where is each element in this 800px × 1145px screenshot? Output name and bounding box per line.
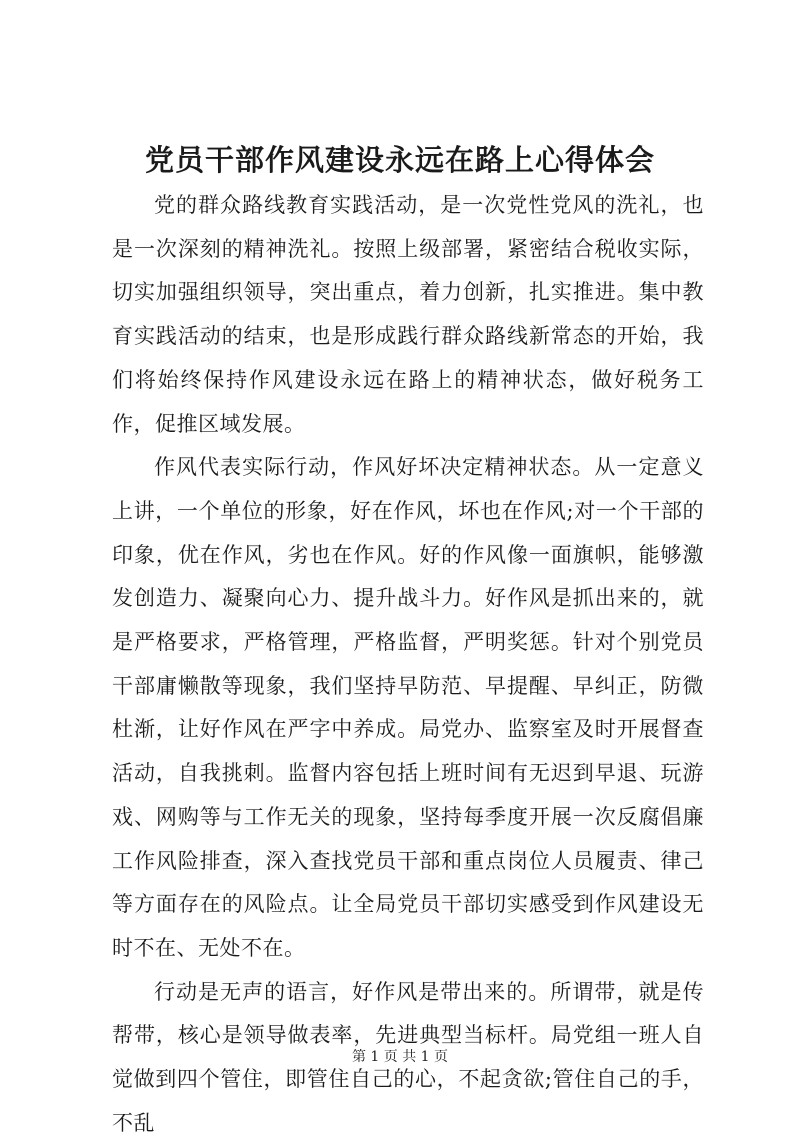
paragraph-3: 行动是无声的语言，好作风是带出来的。所谓带，就是传帮带，核心是领导做表率，先进典型当标杆。局党组一班人自觉做到四个管住，即管住自己的心，不起贪欲;管住自己的手，不乱 — [112, 979, 704, 1135]
paragraph-1: 党的群众路线教育实践活动，是一次党性党风的洗礼，也是一次深刻的精神洗礼。按照上级部署，紧密结合税收实际，切实加强组织领导，突出重点，着力创新，扎实推进。集中教育实践活动的结束，也是形成践行群众路线新常态的开始，我们将始终保持作风建设永远在路上的精神状态，做好税务工作，促推区域发展。 — [112, 193, 704, 436]
paragraph-2: 作风代表实际行动，作风好坏决定精神状态。从一定意义上讲，一个单位的形象，好在作风，坏也在作风;对一个干部的印象，优在作风，劣也在作风。好的作风像一面旗帜，能够激发创造力、凝聚向心力、提升战斗力。好作风是抓出来的，就是严格要求，严格管理，严格监督，严明奖惩。针对个别党员干部庸懒散等现象，我们坚持早防范、早提醒、早纠正，防微杜渐，让好作风在严字中养成。局党办、监察室及时开展督查活动，自我挑刺。监督内容包括上班时间有无迟到早退、玩游戏、网购等与工作无关的现象，坚持每季度开展一次反腐倡廉工作风险排查，深入查找党员干部和重点岗位人员履责、律己等方面存在的风险点。让全局党员干部切实感受到作风建设无时不在、无处不在。 — [112, 455, 704, 960]
document-body — [112, 184, 704, 1145]
page-footer: 第 1 页 共 1 页 — [351, 1049, 449, 1065]
document-title: 党员干部作风建设永远在路上心得体会 — [144, 143, 655, 177]
